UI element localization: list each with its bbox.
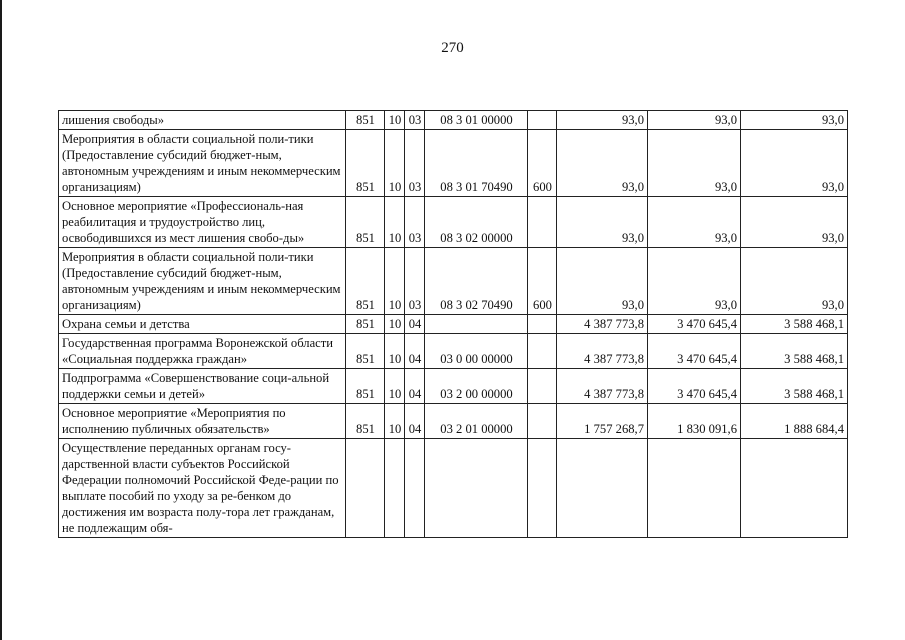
- amount-year-2: 93,0: [648, 111, 741, 130]
- amount-year-2: 3 470 645,4: [648, 315, 741, 334]
- grbs-code: 851: [346, 130, 385, 197]
- page-left-edge: [0, 0, 2, 640]
- expense-type-code: [528, 334, 557, 369]
- section-code: 10: [385, 111, 405, 130]
- amount-year-2: 3 470 645,4: [648, 369, 741, 404]
- grbs-code: 851: [346, 315, 385, 334]
- amount-year-3: 93,0: [741, 248, 848, 315]
- grbs-code: 851: [346, 404, 385, 439]
- amount-year-3: 1 888 684,4: [741, 404, 848, 439]
- expense-type-code: [528, 111, 557, 130]
- section-code: 10: [385, 369, 405, 404]
- amount-year-1: 93,0: [557, 111, 648, 130]
- target-item-code: 08 3 02 70490: [425, 248, 528, 315]
- amount-year-2: 93,0: [648, 197, 741, 248]
- amount-year-2: 93,0: [648, 130, 741, 197]
- row-name: Охрана семьи и детства: [59, 315, 346, 334]
- subsection-code: 04: [405, 369, 425, 404]
- amount-year-1: 4 387 773,8: [557, 334, 648, 369]
- section-code: [385, 439, 405, 538]
- page-number: 270: [441, 40, 464, 56]
- amount-year-3: 3 588 468,1: [741, 334, 848, 369]
- table-row: [59, 439, 848, 538]
- grbs-code: [346, 439, 385, 538]
- subsection-code: 03: [405, 197, 425, 248]
- table-row: [59, 369, 848, 404]
- row-name: Мероприятия в области социальной поли-тики (Предоставление субсидий бюджет-ным, автономным учреждениям и иным некоммерческим организациям): [59, 248, 346, 315]
- amount-year-2: [648, 439, 741, 538]
- subsection-code: 04: [405, 315, 425, 334]
- amount-year-2: 93,0: [648, 248, 741, 315]
- expense-type-code: 600: [528, 248, 557, 315]
- row-name: Осуществление переданных органам госу-дарственной власти субъектов Российской Федерации полномочий Российской Феде-рации по выплате пособий по уходу за ре-бенком до достижения им возраста полу-тора лет гражданам, не подлежащим обя-: [59, 439, 346, 538]
- expense-type-code: [528, 439, 557, 538]
- amount-year-1: 1 757 268,7: [557, 404, 648, 439]
- section-code: 10: [385, 248, 405, 315]
- amount-year-2: 3 470 645,4: [648, 334, 741, 369]
- row-name: Мероприятия в области социальной поли-тики (Предоставление субсидий бюджет-ным, автономным учреждениям и иным некоммерческим организациям): [59, 130, 346, 197]
- amount-year-3: 3 588 468,1: [741, 315, 848, 334]
- budget-table: [58, 110, 848, 538]
- target-item-code: 03 0 00 00000: [425, 334, 528, 369]
- row-name: Государственная программа Воронежской области «Социальная поддержка граждан»: [59, 334, 346, 369]
- table-row: [59, 197, 848, 248]
- expense-type-code: [528, 404, 557, 439]
- amount-year-3: 3 588 468,1: [741, 369, 848, 404]
- amount-year-3: 93,0: [741, 130, 848, 197]
- grbs-code: 851: [346, 111, 385, 130]
- subsection-code: 04: [405, 404, 425, 439]
- section-code: 10: [385, 334, 405, 369]
- row-name: Подпрограмма «Совершенствование соци-альной поддержки семьи и детей»: [59, 369, 346, 404]
- amount-year-1: [557, 439, 648, 538]
- subsection-code: 03: [405, 111, 425, 130]
- row-name: Основное мероприятие «Профессиональ-ная реабилитация и трудоустройство лиц, освободившихся из мест лишения свобо-ды»: [59, 197, 346, 248]
- expense-type-code: 600: [528, 130, 557, 197]
- table-row: [59, 130, 848, 197]
- grbs-code: 851: [346, 248, 385, 315]
- target-item-code: [425, 315, 528, 334]
- section-code: 10: [385, 315, 405, 334]
- section-code: 10: [385, 197, 405, 248]
- target-item-code: 08 3 01 70490: [425, 130, 528, 197]
- amount-year-3: 93,0: [741, 197, 848, 248]
- amount-year-1: 4 387 773,8: [557, 315, 648, 334]
- subsection-code: 04: [405, 334, 425, 369]
- table-row: [59, 315, 848, 334]
- expense-type-code: [528, 369, 557, 404]
- amount-year-1: 93,0: [557, 197, 648, 248]
- table-row: [59, 404, 848, 439]
- grbs-code: 851: [346, 334, 385, 369]
- row-name: лишения свободы»: [59, 111, 346, 130]
- target-item-code: 03 2 00 00000: [425, 369, 528, 404]
- table-row: [59, 111, 848, 130]
- amount-year-1: 93,0: [557, 248, 648, 315]
- target-item-code: 08 3 01 00000: [425, 111, 528, 130]
- expense-type-code: [528, 197, 557, 248]
- amount-year-1: 93,0: [557, 130, 648, 197]
- amount-year-2: 1 830 091,6: [648, 404, 741, 439]
- target-item-code: [425, 439, 528, 538]
- section-code: 10: [385, 404, 405, 439]
- table-row: [59, 334, 848, 369]
- target-item-code: 08 3 02 00000: [425, 197, 528, 248]
- subsection-code: [405, 439, 425, 538]
- subsection-code: 03: [405, 130, 425, 197]
- table-row: [59, 248, 848, 315]
- subsection-code: 03: [405, 248, 425, 315]
- expense-type-code: [528, 315, 557, 334]
- amount-year-3: 93,0: [741, 111, 848, 130]
- grbs-code: 851: [346, 369, 385, 404]
- amount-year-3: [741, 439, 848, 538]
- section-code: 10: [385, 130, 405, 197]
- amount-year-1: 4 387 773,8: [557, 369, 648, 404]
- row-name: Основное мероприятие «Мероприятия по исполнению публичных обязательств»: [59, 404, 346, 439]
- target-item-code: 03 2 01 00000: [425, 404, 528, 439]
- grbs-code: 851: [346, 197, 385, 248]
